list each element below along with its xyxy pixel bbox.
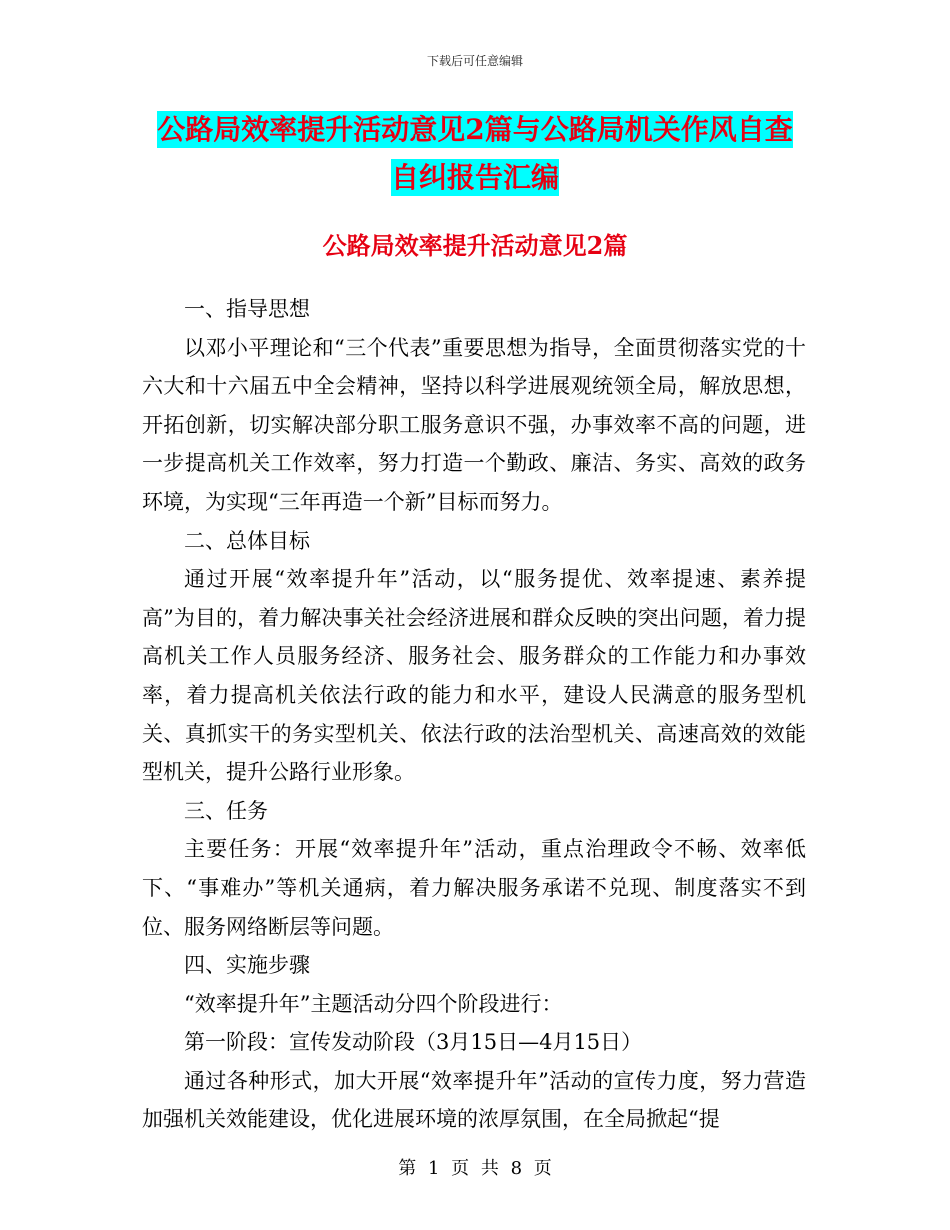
heading-tasks: 三、任务 [184,798,268,823]
paragraph: 以邓小平理论和“三个代表”重要思想为指导，全面贯彻落实党的十六大和十六届五中全会精神，坚持以科学进展观统领全局，解放思想，开拓创新，切实解决部分职工服务意识不强，办事效率不高的问题，进一步提高机关工作效率，努力打造一个勤政、廉洁、务实、高效的政务环境，为实现“三年再造一个新”目标而努力。 [142,335,806,514]
title-line-1: 公路局效率提升活动意见2篇与公路局机关作风自查 [157,113,793,146]
paragraph: 通过开展“效率提升年”活动，以“服务提优、效率提速、素养提高”为目的，着力解决事关社会经济进展和群众反映的突出问题，着力提高机关工作人员服务经济、服务社会、服务群众的工作能力和办事效率，着力提高机关依法行政的能力和水平，建设人民满意的服务型机关、真抓实干的务实型机关、依法行政的法治型机关、高速高效的效能型机关，提升公路行业形象。 [142,567,806,785]
header-note: 下载后可任意编辑 [426,54,523,68]
document-title [140,106,810,202]
paragraph: 主要任务：开展“效率提升年”活动，重点治理政令不畅、效率低下、“事难办”等机关通病，着力解决服务承诺不兑现、制度落实不到位、服务网络断层等问题。 [142,837,806,939]
paragraph: 通过各种形式，加大开展“效率提升年”活动的宣传力度，努力营造加强机关效能建设，优化进展环境的浓厚氛围，在全局掀起“提 [142,1068,806,1132]
heading-implementation-steps: 四、实施步骤 [184,953,310,978]
heading-overall-goal: 二、总体目标 [184,528,310,553]
page-number-footer: 第 1 页 共 8 页 [398,1158,552,1179]
section-title: 公路局效率提升活动意见2篇 [322,231,628,260]
paragraph: 第一阶段：宣传发动阶段（3月15日—4月15日） [184,1030,643,1055]
document-body [142,290,806,1139]
heading-guiding-ideology: 一、指导思想 [184,297,310,321]
title-line-2: 自纠报告汇编 [390,161,559,194]
paragraph: “效率提升年”主题活动分四个阶段进行： [184,991,563,1016]
